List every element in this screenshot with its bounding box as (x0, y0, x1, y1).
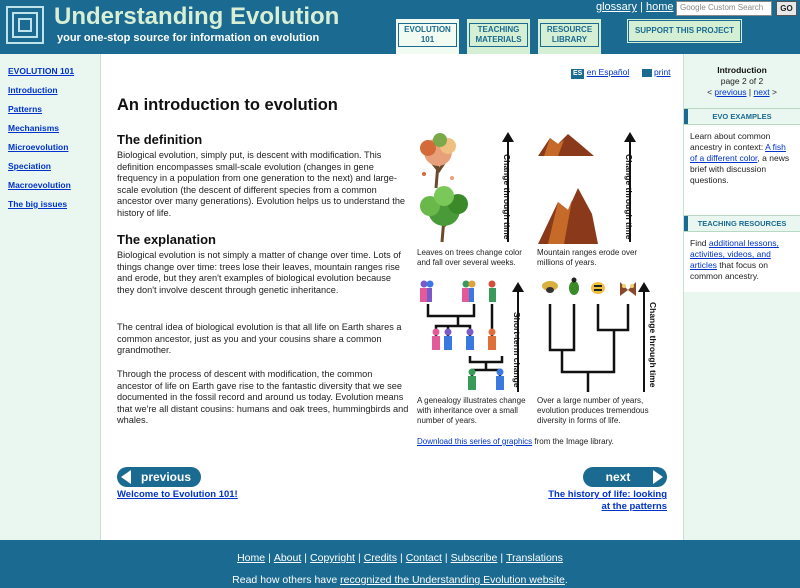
person-icon (420, 281, 504, 391)
tab-teaching-materials[interactable] (465, 17, 532, 54)
evo-examples-body (684, 125, 800, 215)
sidebar-item-macroevolution[interactable]: Macroevolution (8, 180, 71, 190)
footer-about-link[interactable]: About (273, 552, 302, 564)
search-input[interactable]: Google Custom Search (676, 1, 772, 16)
insect-icon (542, 278, 636, 297)
spanish-link-label[interactable]: en Español (586, 67, 630, 77)
top-links-separator: | (640, 1, 643, 13)
site-title[interactable]: Understanding Evolution (54, 3, 340, 30)
evo-examples-text: Learn about common ancestry in context: (690, 131, 771, 152)
next-page-link[interactable]: The history of life: looking at the patterns (548, 489, 667, 512)
search-go-button[interactable]: GO (776, 1, 797, 16)
change-through-time-label-3: Change through time (648, 302, 658, 388)
home-link[interactable]: home (645, 1, 674, 13)
evolutionary-tree-illustration (534, 276, 654, 394)
download-suffix: from the Image library. (532, 437, 614, 446)
download-line (417, 437, 614, 446)
footer-sep: | (357, 552, 361, 564)
arrow-head-icon (502, 132, 514, 142)
eroded-mountain-icon (538, 134, 594, 156)
footer-note (0, 574, 800, 586)
teaching-resources-text: that focus on common ancestry. (690, 260, 768, 281)
left-sidebar (0, 54, 101, 540)
print-icon (642, 69, 652, 77)
footer-note-text: . (564, 574, 568, 586)
right-sidebar (683, 54, 800, 540)
next-button-label: next (605, 470, 631, 484)
sidebar-item-introduction[interactable]: Introduction (8, 85, 58, 95)
additional-lessons-link[interactable]: additional lessons, activities, videos, and articles (690, 238, 779, 270)
footer-copyright-link[interactable]: Copyright (310, 552, 355, 564)
spanish-flag-icon: ES (573, 70, 583, 77)
footer-translations-link[interactable]: Translations (506, 552, 563, 564)
footer-links (0, 552, 800, 564)
left-arrow-icon (121, 470, 131, 484)
page-navigator (684, 54, 800, 98)
evolution-caption: Over a large number of years, evolution produces tremendous diversity in forms of life. (537, 396, 649, 425)
tab-line: RESOURCE (546, 25, 593, 34)
section-title: Introduction (717, 65, 767, 75)
explanation-paragraph-1: Biological evolution is not simply a matter of change over time. Lots of things change over time: trees lose their leaves, mountain ranges rise and erode, but they aren't examples of biological evolution because they don't involve descent through genetic inheritance. (117, 250, 401, 295)
footer-sep: | (500, 552, 504, 564)
teaching-resources-heading (684, 215, 800, 232)
footer-contact-link[interactable]: Contact (405, 552, 442, 564)
footer-sep: | (268, 552, 271, 564)
sidebar-item-mechanisms[interactable]: Mechanisms (8, 123, 60, 133)
tall-mountain-icon (538, 188, 598, 244)
heading-bar (684, 216, 688, 231)
support-project-button[interactable]: SUPPORT THIS PROJECT (628, 20, 741, 42)
right-arrow-icon (653, 470, 663, 484)
green-tree-icon (420, 186, 468, 242)
evo-examples-text: , a news brief with discussion questions. (690, 153, 790, 185)
footer-credits-link[interactable]: Credits (363, 552, 397, 564)
pagination-sep: | (748, 87, 752, 97)
mountain-caption: Mountain ranges erode over millions of years. (537, 248, 638, 267)
genealogy-caption: A genealogy illustrates change with inheritance over a small number of years. (417, 396, 526, 425)
download-graphics-link[interactable]: Download this series of graphics (417, 437, 533, 446)
page-count: page 2 of 2 (720, 76, 764, 86)
footer-home-link[interactable]: Home (237, 552, 266, 564)
footer-note-text: Read how others have (232, 574, 341, 586)
previous-button-label: previous (140, 470, 191, 484)
next-button[interactable] (583, 467, 667, 487)
sidebar-item-microevolution[interactable]: Microevolution (8, 142, 69, 152)
footer-sep: | (304, 552, 308, 564)
autumn-tree-icon (420, 133, 456, 188)
footer-sep: | (399, 552, 403, 564)
page-pagination (684, 87, 800, 98)
sidebar-item-big-issues[interactable]: The big issues (8, 199, 68, 209)
pagination-lt: < (707, 87, 713, 97)
page-title: An introduction to evolution (117, 96, 338, 114)
print-link[interactable] (642, 67, 671, 77)
tab-line: EVOLUTION (404, 25, 451, 34)
teaching-resources-body (684, 232, 800, 292)
tab-line: TEACHING (477, 25, 520, 34)
footer-subscribe-link[interactable]: Subscribe (450, 552, 498, 564)
site-logo-icon[interactable] (6, 6, 44, 44)
tab-evolution-101[interactable] (394, 17, 461, 54)
site-tagline: your one-stop source for information on evolution (57, 32, 320, 44)
evo-examples-heading-label: EVO EXAMPLES (712, 112, 772, 121)
explanation-paragraph-2: The central idea of biological evolution is that all life on Earth shares a common ancestor, just as you and your cousins share a common grandmother. (117, 322, 402, 355)
change-through-time-label-2: Change through time (624, 154, 634, 240)
heading-bar (684, 109, 688, 124)
definition-text: Biological evolution, simply put, is descent with modification. This definition encompasses small-scale evolution (changes in gene frequency in a population from one generation to the next) and large-scale evolution (the descent of different species from a common ancestor over many generations). Evolution helps us to understand the history of life. (117, 150, 406, 218)
evo-examples-heading (684, 108, 800, 125)
sidebar-item-speciation[interactable]: Speciation (8, 161, 51, 171)
footer-sep: | (444, 552, 448, 564)
arrow-head-icon (624, 132, 636, 142)
explanation-paragraph-3: Through the process of descent with modification, the common ancestor of life on Earth gave rise to the fantastic diversity that we see documented in the fossil record and around us today. Evolution means that we're all distant cousins: humans and oak trees, hummingbirds and whales. (117, 369, 409, 425)
recognition-link[interactable]: recognized the Understanding Evolution website (340, 574, 565, 586)
tab-line: LIBRARY (551, 35, 588, 44)
site-footer (0, 540, 800, 588)
spanish-link[interactable] (571, 67, 629, 79)
print-link-label[interactable]: print (654, 67, 671, 77)
change-through-time-label-1: Change through time (502, 154, 512, 240)
tab-line: MATERIALS (475, 35, 522, 44)
fish-article-link[interactable]: A fish of a different color (690, 142, 786, 163)
definition-heading: The definition (117, 132, 203, 147)
tab-line: 101 (420, 35, 435, 44)
main-content (102, 54, 683, 540)
teaching-resources-heading-label: TEACHING RESOURCES (697, 219, 787, 228)
previous-page-link[interactable]: Welcome to Evolution 101! (117, 489, 238, 500)
short-term-change-label: Short-term change (512, 312, 522, 388)
tab-resource-library[interactable] (536, 17, 603, 54)
leaves-caption: Leaves on trees change color and fall over several weeks. (417, 248, 522, 267)
previous-button[interactable] (117, 467, 201, 487)
arrow-head-icon (638, 282, 650, 292)
site-header (0, 0, 800, 54)
pagination-gt: > (771, 87, 777, 97)
explanation-heading: The explanation (117, 232, 216, 247)
sidebar-next-link[interactable]: next (753, 87, 770, 97)
arrow-head-icon (512, 282, 524, 292)
glossary-link[interactable]: glossary (596, 1, 637, 13)
teaching-resources-text: Find (690, 238, 709, 248)
sidebar-item-patterns[interactable]: Patterns (8, 104, 43, 114)
top-links (596, 1, 679, 13)
sidebar-previous-link[interactable]: previous (714, 87, 747, 97)
sidebar-item-evolution-101[interactable]: EVOLUTION 101 (8, 66, 75, 76)
